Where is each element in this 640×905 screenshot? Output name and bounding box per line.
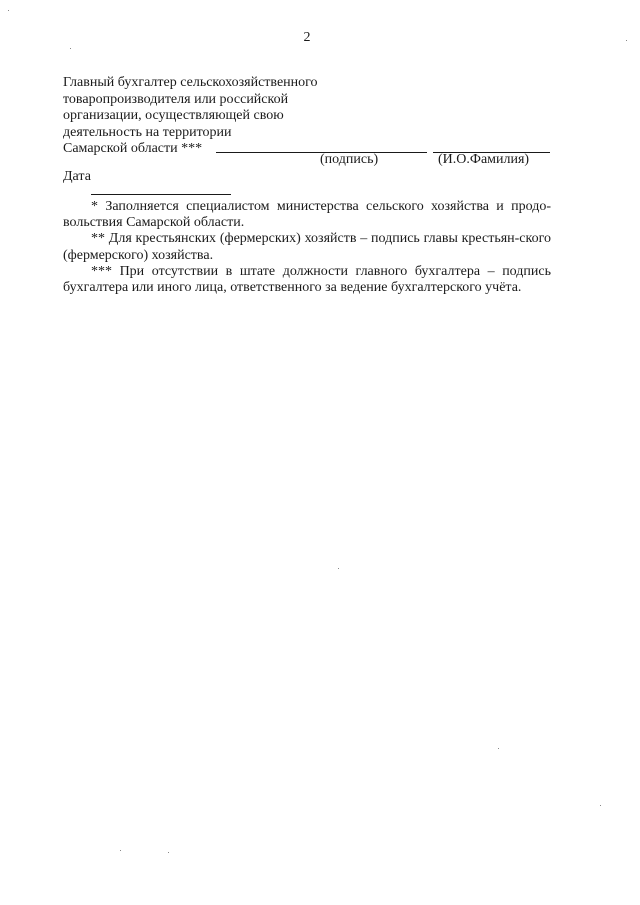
signer-line-2: товаропроизводителя или российской — [63, 91, 289, 107]
signer-line-5: Самарской области *** — [63, 141, 203, 156]
scan-speck — [626, 40, 627, 41]
page-number: 2 — [303, 30, 311, 45]
scan-speck — [8, 10, 9, 11]
signature-caption: (подпись) — [320, 152, 379, 167]
footnote-separator — [91, 194, 231, 195]
scan-speck — [498, 748, 499, 749]
footnotes — [63, 199, 551, 296]
footnote-3: *** При отсутствии в штате должности главного бухгалтера – подпись бухгалтера или иного лица, ответственного за ведение бухгалтерского учёта. — [63, 263, 551, 296]
signer-block — [63, 75, 318, 158]
footnote-1: * Заполняется специалистом министерства сельского хозяйства и продо-вольствия Самарской области. — [63, 199, 551, 231]
scan-speck — [70, 48, 71, 49]
signer-line-4: деятельность на территории — [63, 124, 232, 140]
footnote-2: ** Для крестьянских (фермерских) хозяйств – подпись главы крестьян-ского (фермерского) хозяйства. — [63, 231, 551, 263]
name-caption: (И.О.Фамилия) — [438, 152, 530, 167]
scan-speck — [600, 805, 601, 806]
scan-speck — [168, 852, 169, 853]
scan-speck — [338, 568, 339, 569]
signer-line-1: Главный бухгалтер сельскохозяйственного — [63, 75, 318, 90]
scan-speck — [120, 850, 121, 851]
date-label: Дата — [63, 169, 91, 184]
signer-line-3: организации, осуществляющей свою — [63, 108, 284, 123]
